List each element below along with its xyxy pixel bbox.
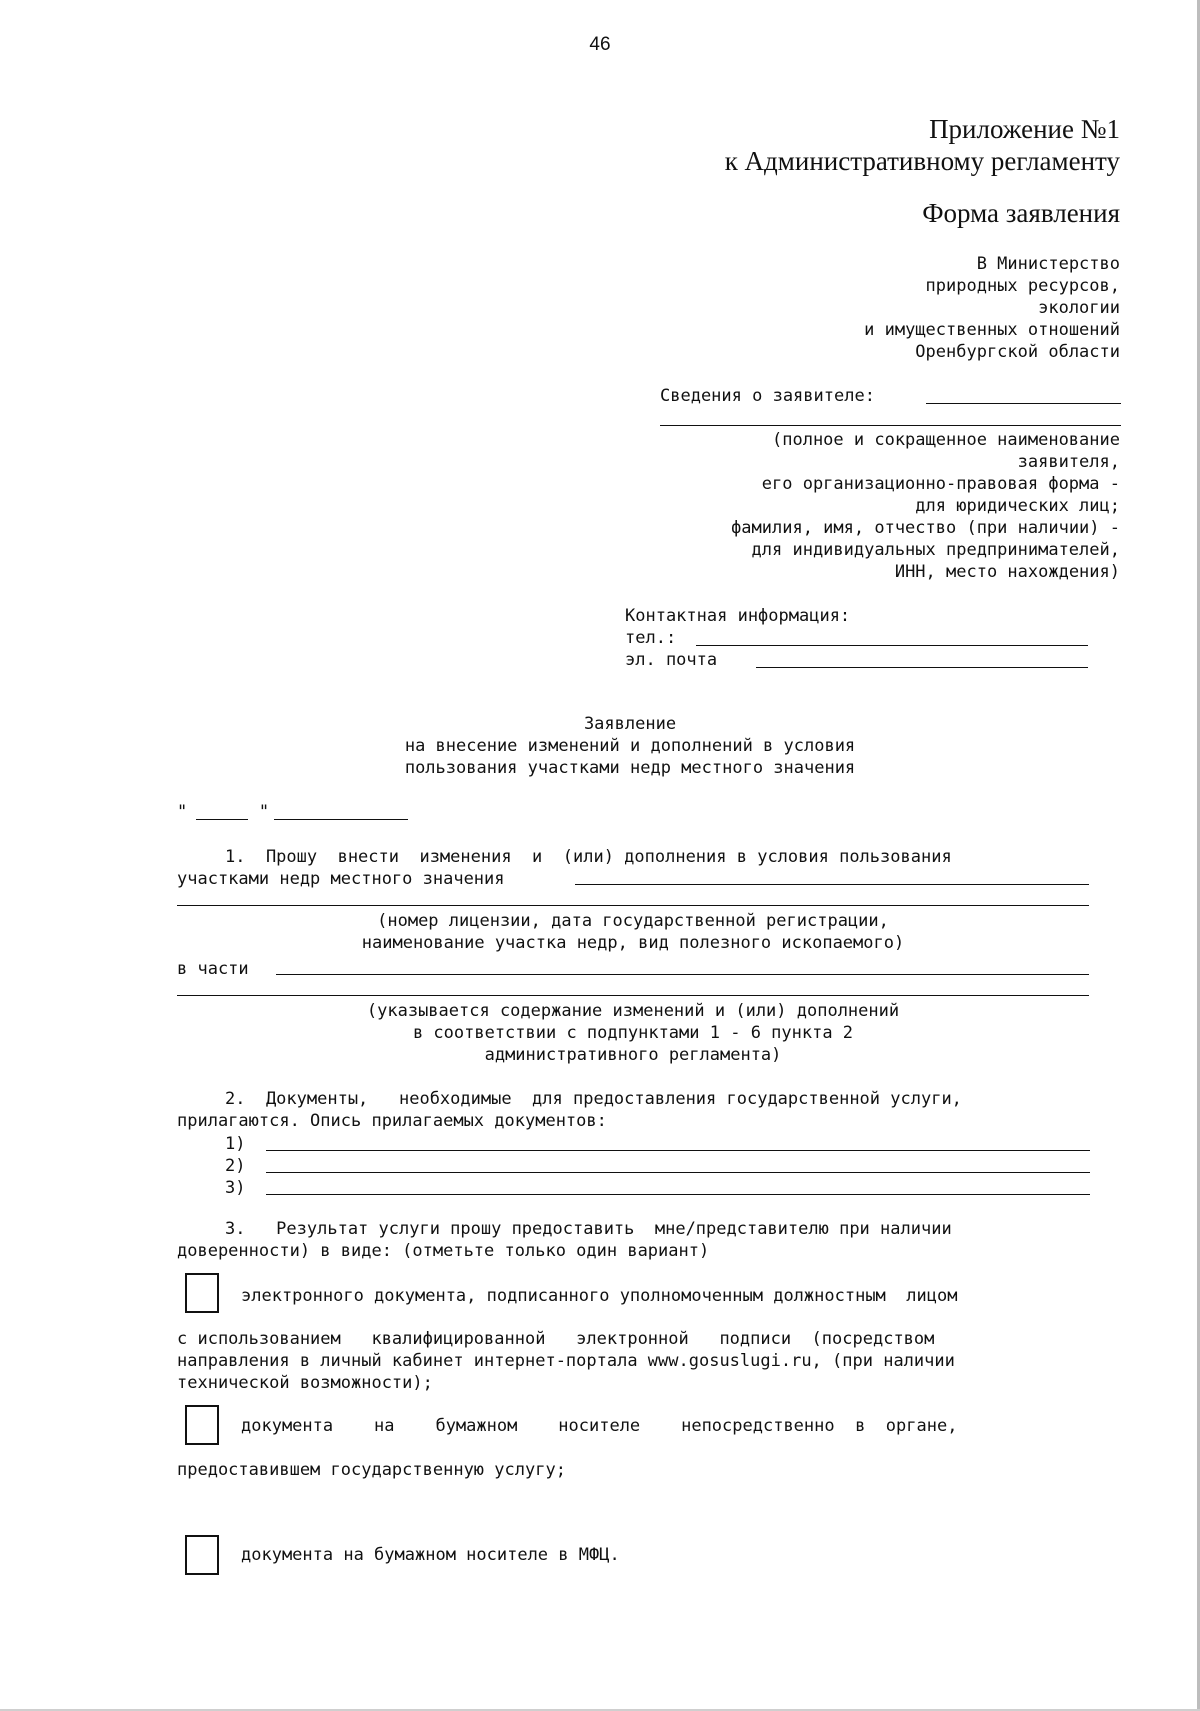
changes-hint: в соответствии с подпунктами 1 - 6 пункта 2 — [412, 1023, 854, 1043]
license-hint: наименование участка недр, вид полезного ископаемого) — [361, 933, 905, 953]
addressee-line: В Министерство — [976, 254, 1120, 274]
doc-input-line-1[interactable] — [266, 1150, 1090, 1151]
doc-number: 2) — [225, 1156, 246, 1176]
item1-text: 1. Прошу внести изменения и (или) дополнения в условия пользования — [225, 847, 952, 867]
contacts-label: Контактная информация: — [625, 606, 851, 626]
license-input-line[interactable] — [575, 884, 1089, 885]
item3-text: 3. Результат услуги прошу предоставить мне/представителю при наличии — [225, 1219, 952, 1239]
phone-label: тел.: — [625, 628, 677, 648]
in-part-input-line[interactable] — [276, 974, 1089, 975]
email-label: эл. почта — [625, 650, 718, 670]
option-paper-mfc-checkbox[interactable] — [185, 1535, 219, 1575]
applicant-hint: для индивидуальных предпринимателей, — [751, 540, 1120, 560]
addressee-line: природных ресурсов, — [925, 276, 1120, 296]
applicant-hint: его организационно-правовая форма - — [761, 474, 1120, 494]
item2-text: прилагаются. Опись прилагаемых документов: — [177, 1111, 607, 1131]
page-number: 46 — [589, 34, 611, 55]
doc-number: 1) — [225, 1134, 246, 1154]
date-month-year-line[interactable] — [274, 819, 408, 820]
doc-input-line-3[interactable] — [266, 1194, 1090, 1195]
option-electronic-checkbox[interactable] — [185, 1273, 219, 1313]
date-quotes: " " — [177, 802, 270, 822]
applicant-label: Сведения о заявителе: — [660, 386, 875, 406]
addressee-line: Оренбургской области — [915, 342, 1120, 362]
doc-input-line-2[interactable] — [266, 1172, 1090, 1173]
doc-number: 3) — [225, 1178, 246, 1198]
item2-text: 2. Документы, необходимые для предоставления государственной услуги, — [225, 1089, 962, 1109]
email-input-line[interactable] — [756, 667, 1088, 668]
option-paper-organ-text: предоставившем государственную услугу; — [177, 1460, 566, 1480]
applicant-hint: (полное и сокращенное наименование — [772, 430, 1120, 450]
addressee-line: и имущественных отношений — [864, 320, 1120, 340]
applicant-hint: заявителя, — [1017, 452, 1120, 472]
option-paper-mfc-label: документа на бумажном носителе в МФЦ. — [241, 1545, 620, 1565]
item3-text: доверенности) в виде: (отметьте только один вариант) — [177, 1241, 710, 1261]
statement-subtitle: на внесение изменений и дополнений в условия — [404, 736, 856, 756]
applicant-input-line-2[interactable] — [660, 425, 1121, 426]
applicant-input-line[interactable] — [926, 403, 1121, 404]
option-electronic-label: электронного документа, подписанного уполномоченным должностным лицом — [241, 1286, 958, 1306]
date-day-line[interactable] — [196, 819, 248, 820]
license-input-line-2[interactable] — [177, 905, 1089, 906]
phone-input-line[interactable] — [696, 645, 1088, 646]
changes-hint: (указывается содержание изменений и (или) дополнений — [366, 1001, 900, 1021]
form-title: Форма заявления — [922, 198, 1120, 228]
statement-title: Заявление — [583, 714, 677, 734]
appendix-title: Приложение №1 — [929, 114, 1120, 144]
option-paper-organ-checkbox[interactable] — [185, 1405, 219, 1445]
option-paper-organ-label: документа на бумажном носителе непосредственно в органе, — [241, 1416, 958, 1436]
option-electronic-text: технической возможности); — [177, 1373, 433, 1393]
option-electronic-text: с использованием квалифицированной электронной подписи (посредством — [177, 1329, 935, 1349]
option-electronic-text: направления в личный кабинет интернет-портала www.gosuslugi.ru, (при наличии — [177, 1351, 955, 1371]
in-part-input-line-2[interactable] — [177, 995, 1089, 996]
applicant-hint: ИНН, место нахождения) — [894, 562, 1120, 582]
reglament-title: к Административному регламенту — [724, 146, 1120, 176]
applicant-hint: для юридических лиц; — [915, 496, 1120, 516]
changes-hint: административного регламента) — [484, 1045, 782, 1065]
applicant-hint: фамилия, имя, отчество (при наличии) - — [731, 518, 1120, 538]
license-hint: (номер лицензии, дата государственной регистрации, — [377, 911, 889, 931]
statement-subtitle: пользования участками недр местного значения — [404, 758, 856, 778]
in-part-label: в части — [177, 959, 249, 979]
addressee-line: экологии — [1038, 298, 1120, 318]
item1-text: участками недр местного значения — [177, 869, 505, 889]
